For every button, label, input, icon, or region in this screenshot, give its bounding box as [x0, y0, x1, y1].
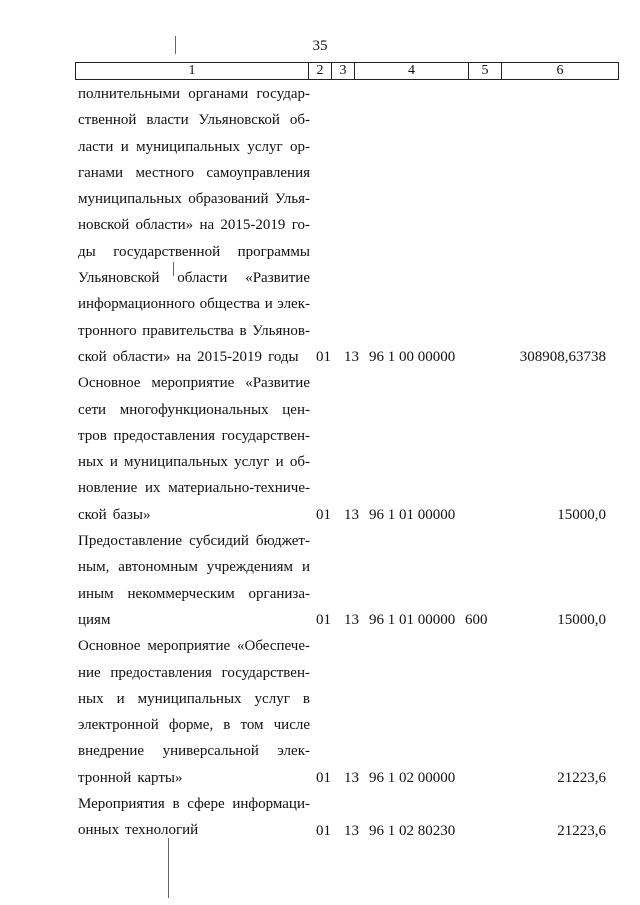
- description-line: [78, 449, 310, 475]
- code-gr: 01: [316, 770, 331, 787]
- description-line: [78, 633, 310, 659]
- word: ды: [78, 243, 96, 260]
- word: ние: [78, 664, 101, 681]
- word: универсальной: [162, 743, 259, 760]
- word: тронного: [78, 322, 137, 339]
- budget-row: [0, 633, 640, 791]
- word: материально-техниче-: [168, 480, 310, 497]
- header-col-1: 1: [76, 63, 309, 80]
- word: области»: [112, 348, 171, 365]
- code-vr: 600: [465, 612, 488, 629]
- word: 2015-2019: [220, 217, 286, 234]
- word: предоставления: [113, 427, 215, 444]
- word: ственной: [78, 112, 137, 129]
- description-line: [78, 107, 310, 133]
- word: Основное: [78, 638, 141, 655]
- code-cs: 96 1 02 80230: [369, 822, 456, 839]
- word: и: [116, 690, 125, 707]
- row-codes: [0, 818, 640, 844]
- word: правительства: [142, 322, 234, 339]
- word: форме,: [168, 717, 214, 734]
- code-gr: 01: [316, 822, 331, 839]
- word: и: [120, 138, 129, 155]
- description-line: [78, 81, 310, 107]
- description-line: [78, 265, 310, 291]
- word: в: [302, 690, 310, 707]
- word: онных: [78, 822, 120, 839]
- header-col-5: 5: [469, 63, 502, 80]
- description-line: [78, 239, 310, 265]
- word: годы: [268, 348, 299, 365]
- word: автономным: [118, 559, 198, 576]
- description-line: [78, 291, 310, 317]
- word: «Обеспече-: [237, 638, 310, 655]
- word: числе: [273, 717, 310, 734]
- amount: 15000,0: [557, 507, 606, 524]
- word: Основное: [78, 375, 141, 392]
- budget-row: [0, 370, 640, 528]
- word: элек-: [277, 743, 310, 760]
- budget-row: [0, 81, 640, 370]
- row-codes: [0, 607, 640, 633]
- word: технологий: [125, 822, 199, 839]
- word: «Развитие: [245, 375, 310, 392]
- word: самоуправления: [206, 164, 310, 181]
- description-line: [78, 581, 310, 607]
- word: ганами: [78, 164, 124, 181]
- word: ской: [78, 506, 107, 523]
- word: услуг: [254, 690, 290, 707]
- word: об-: [289, 112, 310, 129]
- word: информаци-: [232, 796, 310, 813]
- word: Ульяновской: [198, 112, 280, 129]
- word: об-: [289, 454, 310, 471]
- description-line: [78, 738, 310, 764]
- word: цен-: [282, 401, 310, 418]
- word: го-: [291, 217, 310, 234]
- word: услуг: [234, 454, 270, 471]
- word: 2015-2019: [197, 348, 263, 365]
- word: сфере: [187, 796, 225, 813]
- description-line: [78, 134, 310, 160]
- description-line: [78, 528, 310, 554]
- row-codes: [0, 765, 640, 791]
- row-description: [78, 81, 310, 370]
- word: на: [199, 217, 215, 234]
- header-col-6: 6: [502, 63, 619, 80]
- word: и: [264, 296, 273, 313]
- code-cs: 96 1 02 00000: [369, 770, 456, 787]
- word: базы»: [112, 506, 151, 523]
- word: Ульянов-: [252, 322, 310, 339]
- word: новление: [78, 480, 138, 497]
- amount: 21223,6: [557, 770, 606, 787]
- word: ской: [78, 348, 107, 365]
- code-cs: 96 1 01 00000: [369, 612, 456, 629]
- description-line: [78, 397, 310, 423]
- word: в: [239, 322, 247, 339]
- word: тров: [78, 427, 107, 444]
- word: Улья-: [274, 191, 310, 208]
- word: ных: [78, 454, 104, 471]
- header-row: [76, 63, 619, 80]
- word: учреждениям: [206, 559, 294, 576]
- word: муниципальных: [78, 191, 182, 208]
- code-cs: 96 1 00 00000: [369, 349, 456, 366]
- word: государствен-: [221, 664, 310, 681]
- header-col-3: 3: [332, 63, 355, 80]
- word: Ульяновской: [78, 270, 160, 287]
- word: ласти: [78, 138, 114, 155]
- code-rz: 13: [344, 349, 359, 366]
- code-gr: 01: [316, 349, 331, 366]
- word: элек-: [277, 296, 310, 313]
- row-codes: [0, 502, 640, 528]
- amount: 15000,0: [557, 612, 606, 629]
- header-col-2: 2: [309, 63, 332, 80]
- budget-row: [0, 791, 640, 844]
- code-cs: 96 1 01 00000: [369, 507, 456, 524]
- scan-mark: [168, 838, 169, 898]
- description-line: [78, 660, 310, 686]
- scan-mark: [173, 262, 174, 276]
- row-codes: [0, 344, 640, 370]
- word: государственной: [113, 243, 221, 260]
- word: сети: [78, 401, 107, 418]
- word: иным: [78, 585, 114, 602]
- word: в: [223, 717, 231, 734]
- word: на: [176, 348, 192, 365]
- description-line: [78, 686, 310, 712]
- description-line: [78, 423, 310, 449]
- description-line: [78, 160, 310, 186]
- word: некоммерческим: [127, 585, 235, 602]
- word: муниципальных: [137, 690, 242, 707]
- word: внедрение: [78, 743, 145, 760]
- code-rz: 13: [344, 770, 359, 787]
- header-col-4: 4: [355, 63, 469, 80]
- word: карты»: [137, 769, 183, 786]
- word: муниципальных: [136, 138, 240, 155]
- word: их: [144, 480, 161, 497]
- word: и: [301, 559, 310, 576]
- word: организа-: [248, 585, 310, 602]
- word: области»: [135, 217, 194, 234]
- code-rz: 13: [344, 507, 359, 524]
- word: программы: [237, 243, 310, 260]
- word: мероприятие: [147, 638, 231, 655]
- code-rz: 13: [344, 612, 359, 629]
- word: в: [172, 796, 180, 813]
- word: мероприятие: [151, 375, 235, 392]
- word: Мероприятия: [78, 796, 165, 813]
- word: субсидий: [189, 533, 249, 550]
- description-line: [78, 186, 310, 212]
- word: полнительными: [78, 86, 181, 102]
- code-rz: 13: [344, 822, 359, 839]
- word: циям: [78, 611, 111, 628]
- word: электронной: [78, 717, 159, 734]
- description-line: [78, 712, 310, 738]
- word: предоставления: [110, 664, 212, 681]
- word: ных: [78, 690, 104, 707]
- word: ным,: [78, 559, 110, 576]
- word: общества: [199, 296, 261, 313]
- description-line: [78, 791, 310, 817]
- word: том: [240, 717, 264, 734]
- code-gr: 01: [316, 612, 331, 629]
- word: области: [177, 270, 228, 287]
- budget-row: [0, 528, 640, 633]
- word: образований: [188, 191, 269, 208]
- description-line: [78, 370, 310, 396]
- word: бюджет-: [255, 533, 310, 550]
- column-header-table: [75, 62, 619, 80]
- word: органами: [188, 86, 249, 102]
- word: и: [275, 454, 284, 471]
- amount: 21223,6: [557, 822, 606, 839]
- budget-rows: [0, 81, 640, 844]
- description-line: [78, 554, 310, 580]
- word: ор-: [289, 138, 310, 155]
- description-line: [78, 318, 310, 344]
- word: государствен-: [221, 427, 310, 444]
- word: местного: [135, 164, 194, 181]
- word: информационного: [78, 296, 195, 313]
- word: тронной: [78, 769, 132, 786]
- word: услуг: [247, 138, 283, 155]
- word: «Развитие: [245, 270, 310, 287]
- code-gr: 01: [316, 507, 331, 524]
- word: многофункциональных: [119, 401, 269, 418]
- description-line: [78, 475, 310, 501]
- description-line: [78, 212, 310, 238]
- word: Предоставление: [78, 533, 183, 550]
- word: новской: [78, 217, 130, 234]
- amount: 308908,63738: [519, 349, 606, 366]
- word: государ-: [256, 86, 310, 102]
- page-number: 35: [312, 38, 328, 54]
- word: и: [109, 454, 118, 471]
- scan-mark: [175, 36, 176, 54]
- word: власти: [146, 112, 189, 129]
- word: муниципальных: [124, 454, 228, 471]
